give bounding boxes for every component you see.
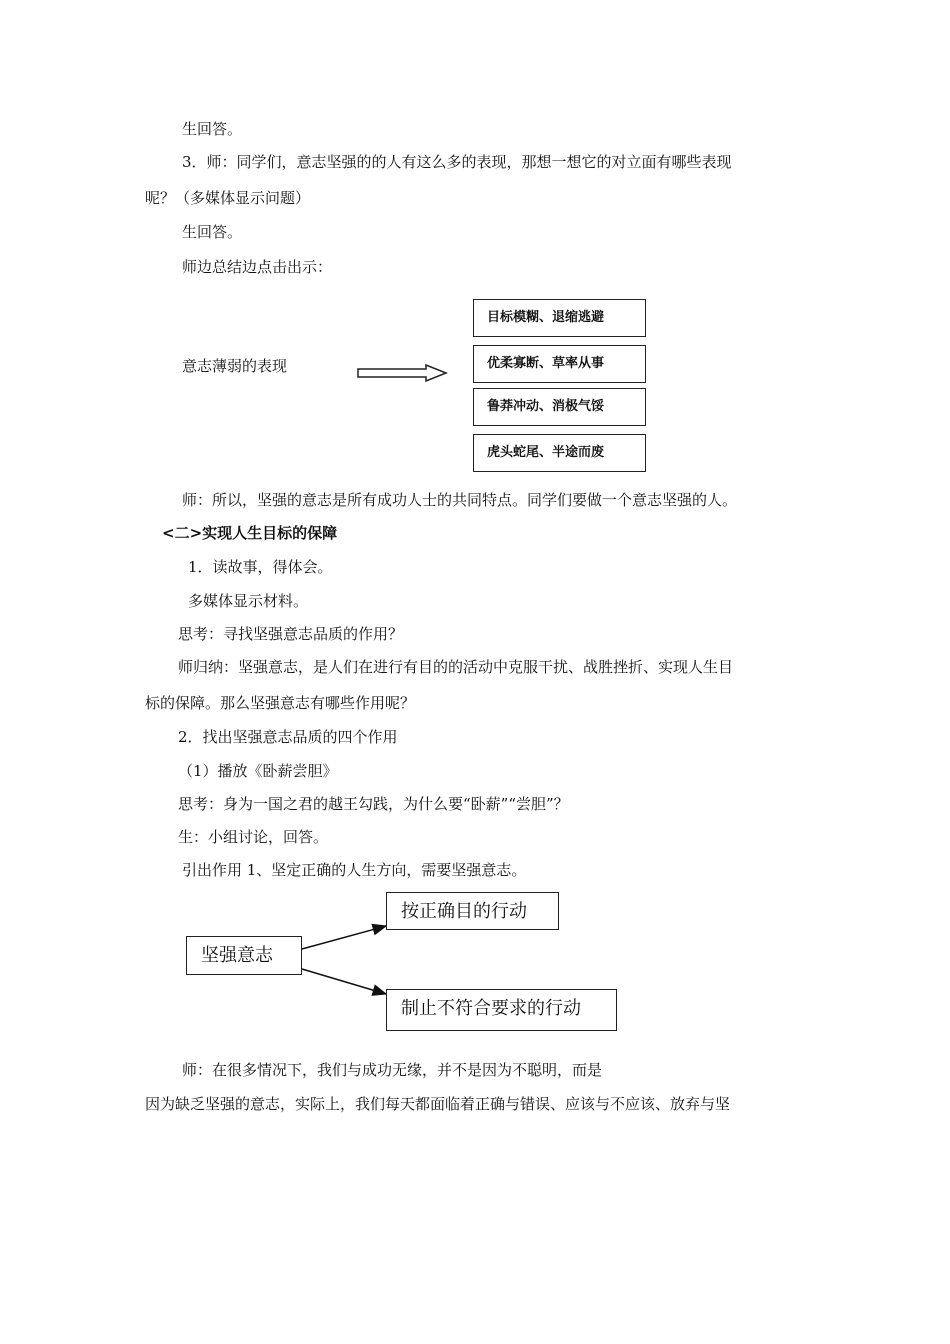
weak-will-item: 虎头蛇尾、半途而废 [473,434,646,472]
diagram-target-box: 制止不符合要求的行动 [386,989,617,1031]
weak-will-item: 优柔寡断、草率从事 [473,345,646,383]
paragraph: 引出作用 1、坚定正确的人生方向，需要坚强意志。 [182,861,527,879]
paragraph: 思考：寻找坚强意志品质的作用？ [178,625,404,643]
paragraph: 师：在很多情况下，我们与成功无缘，并不是因为不聪明，而是 [182,1061,603,1079]
paragraph: 生回答。 [182,120,243,138]
diagram-source-box: 坚强意志 [186,936,302,975]
paragraph: 1．读故事，得体会。 [188,558,333,576]
paragraph: 师边总结边点击出示： [182,258,333,276]
paragraph: 生：小组讨论，回答。 [178,828,329,846]
paragraph: 呢？（多媒体显示问题） [145,189,311,207]
paragraph: 多媒体显示材料。 [188,592,309,610]
paragraph: （1）播放《卧薪尝胆》 [178,762,338,780]
paragraph: 因为缺乏坚强的意志，实际上，我们每天都面临着正确与错误、应该与不应该、放弃与坚 [145,1095,731,1113]
paragraph: 思考：身为一国之君的越王勾践，为什么要“卧薪”“尝胆”？ [178,795,569,813]
paragraph: 师：所以，坚强的意志是所有成功人士的共同特点。同学们要做一个意志坚强的人。 [182,491,738,509]
paragraph: 师归纳：坚强意志，是人们在进行有目的的活动中克服干扰、战胜挫折、实现人生目 [178,658,734,676]
paragraph: 生回答。 [182,223,243,241]
paragraph: 2．找出坚强意志品质的四个作用 [178,728,398,746]
diagram-label: 意志薄弱的表现 [182,357,288,375]
section-heading: <二>实现人生目标的保障 [162,524,338,542]
diagram-target-box: 按正确目的行动 [386,892,559,930]
paragraph: 3．师：同学们，意志坚强的的人有这么多的表现，那想一想它的对立面有哪些表现 [182,153,732,171]
weak-will-item: 鲁莽冲动、消极气馁 [473,388,646,426]
paragraph: 标的保障。那么坚强意志有哪些作用呢？ [145,694,416,712]
weak-will-item: 目标模糊、退缩逃避 [473,299,646,337]
